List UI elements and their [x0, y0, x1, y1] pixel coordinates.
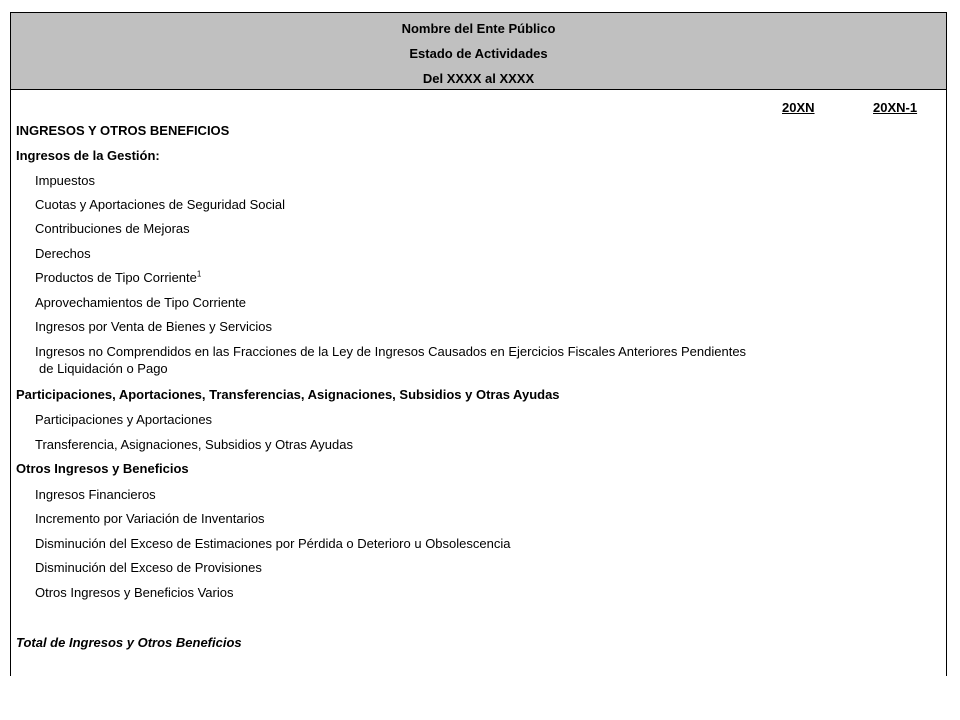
column-header-previous: 20XN-1	[873, 100, 918, 115]
statement-header	[10, 12, 947, 90]
row-ingresos-no-comprendidos-line1: Ingresos no Comprendidos en las Fracciones de la Ley de Ingresos Causados en Ejercicios Fiscales Anteriores Pendientes	[35, 344, 747, 359]
row-ingresos-financieros: Ingresos Financieros	[35, 487, 156, 502]
statement-body	[10, 90, 947, 676]
row-aprovechamientos: Aprovechamientos de Tipo Corriente	[35, 295, 247, 310]
row-disminucion-estimaciones: Disminución del Exceso de Estimaciones por Pérdida o Deterioro u Obsolescencia	[35, 536, 511, 551]
row-ingresos-no-comprendidos-line2: de Liquidación o Pago	[39, 361, 168, 376]
row-impuestos: Impuestos	[35, 173, 95, 188]
row-productos-label: Productos de Tipo Corriente	[35, 270, 197, 285]
row-venta-bienes: Ingresos por Venta de Bienes y Servicios	[35, 319, 273, 334]
row-ingresos-no-comprendidos	[35, 343, 775, 377]
group-ingresos-gestion: Ingresos de la Gestión:	[16, 148, 160, 163]
row-disminucion-provisiones: Disminución del Exceso de Provisiones	[35, 560, 262, 575]
column-header-current: 20XN	[782, 100, 815, 115]
row-total: Total de Ingresos y Otros Beneficios	[16, 635, 242, 650]
entity-name: Nombre del Ente Público	[401, 21, 556, 36]
row-otros-varios: Otros Ingresos y Beneficios Varios	[35, 585, 234, 600]
financial-statement	[10, 12, 947, 676]
row-cuotas: Cuotas y Aportaciones de Seguridad Social	[35, 197, 286, 212]
row-transferencia: Transferencia, Asignaciones, Subsidios y Otras Ayudas	[35, 437, 353, 452]
statement-title: Estado de Actividades	[409, 46, 548, 61]
group-otros-ingresos: Otros Ingresos y Beneficios	[16, 461, 189, 476]
row-productos	[35, 270, 201, 285]
statement-period: Del XXXX al XXXX	[422, 71, 535, 86]
section-title: INGRESOS Y OTROS BENEFICIOS	[16, 123, 230, 138]
row-contribuciones: Contribuciones de Mejoras	[35, 221, 190, 236]
group-participaciones: Participaciones, Aportaciones, Transferencias, Asignaciones, Subsidios y Otras Ayudas	[16, 387, 560, 402]
row-incremento-inventarios: Incremento por Variación de Inventarios	[35, 511, 265, 526]
footnote-marker: 1	[196, 269, 202, 279]
row-derechos: Derechos	[35, 246, 91, 261]
row-participaciones: Participaciones y Aportaciones	[35, 412, 213, 427]
